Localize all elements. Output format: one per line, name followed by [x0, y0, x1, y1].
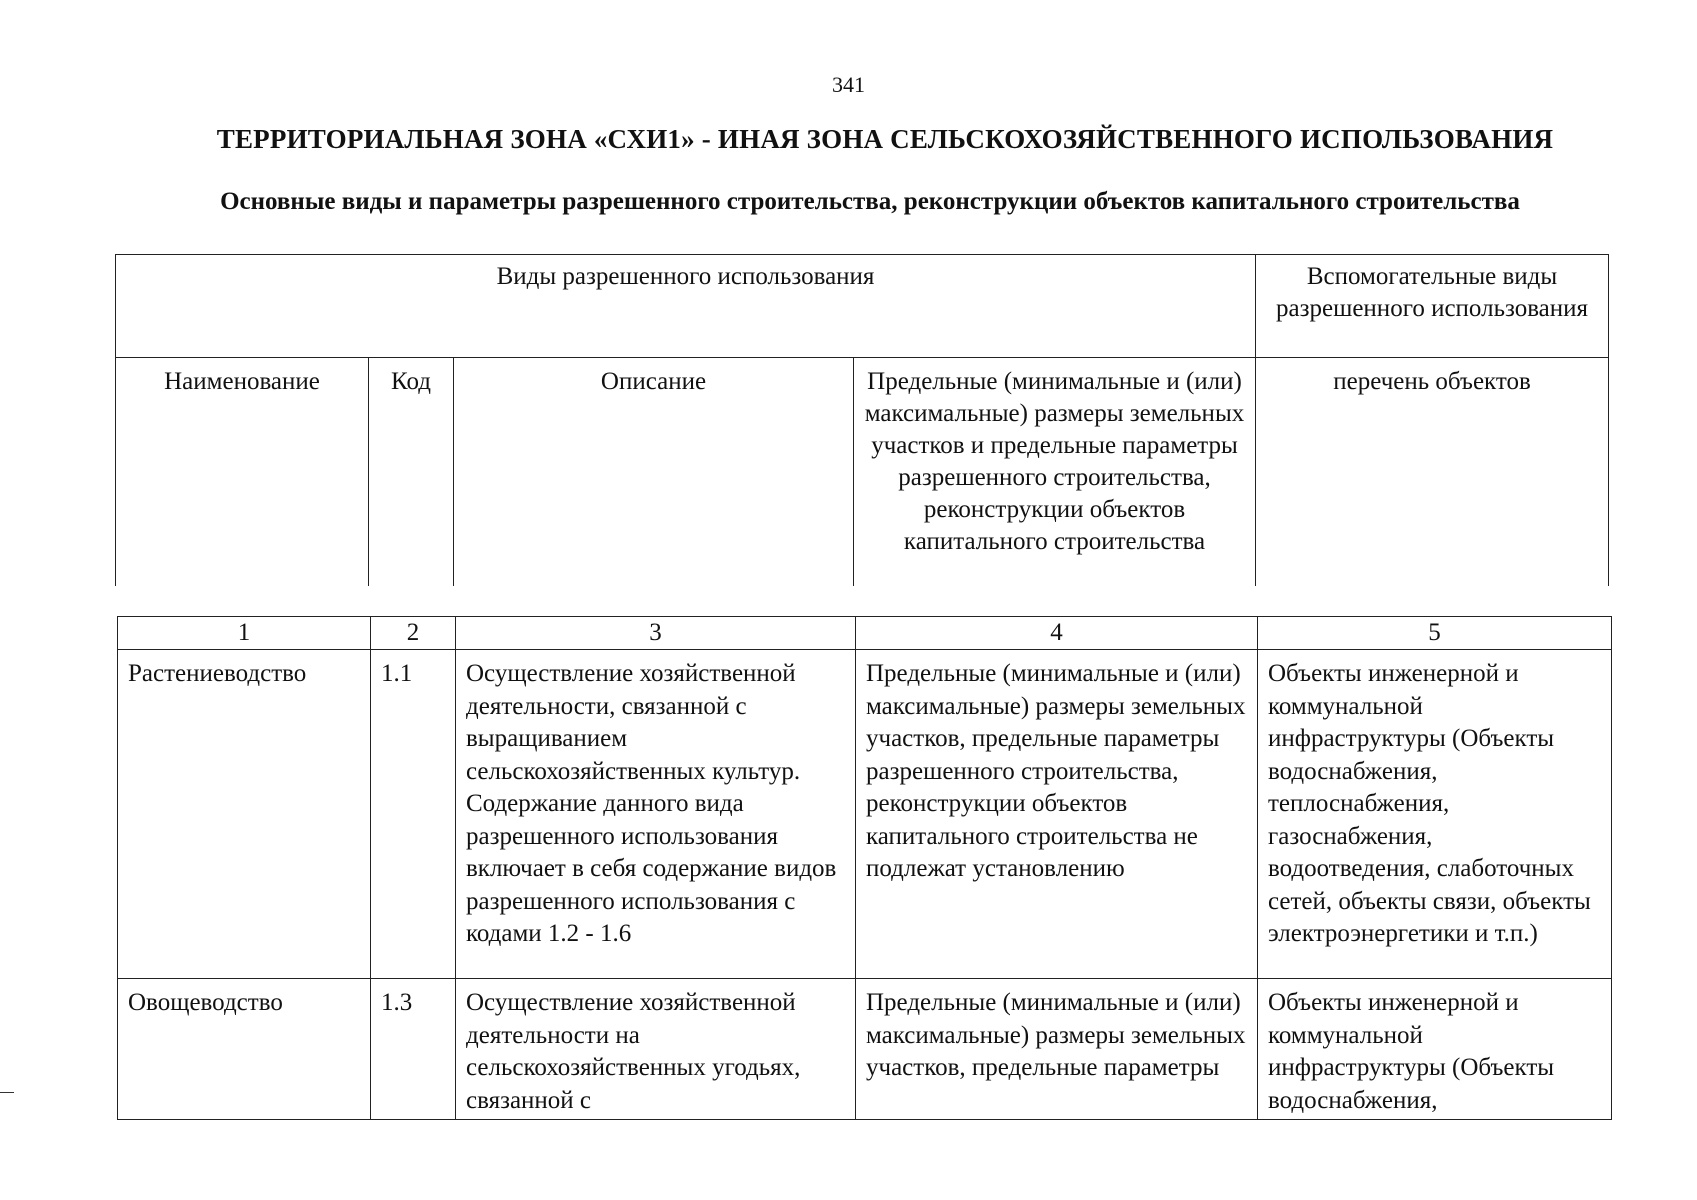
cell-aux: Объекты инженерной и коммунальной инфраструктуры (Объекты водоснабжения, теплоснабжения, газоснабжения, водоотведения, слаботочных сетей, объекты связи, объекты электроэнергетики и т.п.)	[1258, 650, 1612, 979]
header-col-name: Наименование	[116, 358, 369, 587]
cell-description: Осуществление хозяйственной деятельности, связанной с выращиванием сельскохозяйственных культур. Содержание данного вида разрешенного использования включает в себя содержание видов разрешенного использования с кодами 1.2 - 1.6	[456, 650, 856, 979]
table-row	[118, 650, 1612, 979]
column-number: 4	[856, 617, 1258, 650]
cell-aux: Объекты инженерной и коммунальной инфраструктуры (Объекты водоснабжения,	[1258, 979, 1612, 1120]
header-col-limits: Предельные (минимальные и (или) максимальные) размеры земельных участков и предельные параметры разрешенного строительства, реконструкции объектов капитального строительства	[854, 358, 1256, 587]
column-number-row	[118, 617, 1612, 650]
page-number: 341	[832, 72, 865, 97]
column-number: 3	[456, 617, 856, 650]
table-row	[118, 979, 1612, 1120]
header-col-description: Описание	[454, 358, 854, 587]
margin-mark	[0, 1092, 14, 1093]
cell-code: 1.1	[371, 650, 456, 979]
column-number: 5	[1258, 617, 1612, 650]
header-group-aux: Вспомогательные виды разрешенного использования	[1256, 255, 1609, 358]
cell-name: Растениеводство	[118, 650, 371, 979]
cell-limits: Предельные (минимальные и (или) максимальные) размеры земельных участков, предельные параметры разрешенного строительства, реконструкции объектов капитального строительства не подлежат установлению	[856, 650, 1258, 979]
cell-name: Овощеводство	[118, 979, 371, 1120]
column-number: 2	[371, 617, 456, 650]
zone-title: ТЕРРИТОРИАЛЬНАЯ ЗОНА «СХИ1» - ИНАЯ ЗОНА СЕЛЬСКОХОЗЯЙСТВЕННОГО ИСПОЛЬЗОВАНИЯ	[216, 124, 1554, 154]
header-group-main: Виды разрешенного использования	[116, 255, 1256, 358]
header-col-code: Код	[369, 358, 454, 587]
section-title: Основные виды и параметры разрешенного строительства, реконструкции объектов капитального строительства	[220, 188, 1520, 215]
table-body	[117, 616, 1612, 1120]
table-header	[115, 254, 1609, 586]
cell-limits: Предельные (минимальные и (или) максимальные) размеры земельных участков, предельные параметры	[856, 979, 1258, 1120]
header-col-aux-list: перечень объектов	[1256, 358, 1609, 587]
cell-code: 1.3	[371, 979, 456, 1120]
column-number: 1	[118, 617, 371, 650]
cell-description: Осуществление хозяйственной деятельности на сельскохозяйственных угодьях, связанной с	[456, 979, 856, 1120]
